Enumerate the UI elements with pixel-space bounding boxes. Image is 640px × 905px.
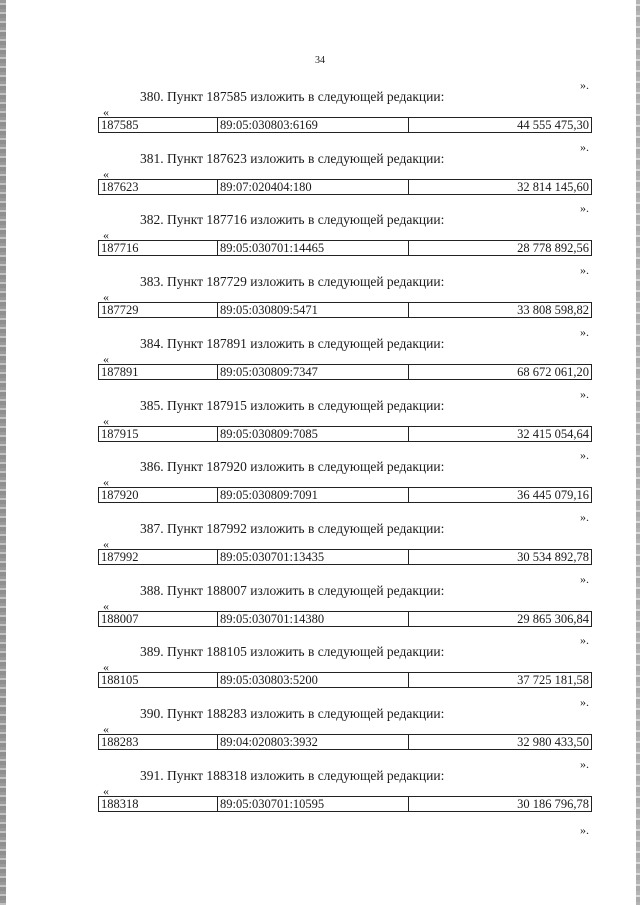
amendment-heading: 390. Пункт 188283 изложить в следующей редакции: <box>140 706 445 721</box>
value-cell: 68 672 061,20 <box>517 365 589 379</box>
opening-quote: « <box>103 228 109 242</box>
cadastral-number-cell: 89:07:020404:180 <box>218 180 409 194</box>
item-id-cell: 187891 <box>99 365 218 379</box>
item-id-cell: 188105 <box>99 673 218 687</box>
closing-quote: ». <box>580 140 589 154</box>
opening-quote: « <box>103 660 109 674</box>
cadastral-number-cell: 89:05:030803:5200 <box>218 673 409 687</box>
cadastral-number-cell: 89:04:020803:3932 <box>218 735 409 749</box>
amendment-heading: 385. Пункт 187915 изложить в следующей редакции: <box>140 398 445 413</box>
closing-quote: ». <box>580 695 589 709</box>
cadastral-number-cell: 89:05:030701:14380 <box>218 612 409 626</box>
opening-quote: « <box>103 105 109 119</box>
closing-quote: ». <box>580 201 589 215</box>
amendment-heading: 388. Пункт 188007 изложить в следующей редакции: <box>140 583 445 598</box>
amendment-heading: 381. Пункт 187623 изложить в следующей редакции: <box>140 151 445 166</box>
amendment-item <box>0 448 640 504</box>
value-cell: 36 445 079,16 <box>517 488 589 502</box>
item-id-cell: 187920 <box>99 488 218 502</box>
closing-quote: ». <box>580 263 589 277</box>
amendment-item <box>0 695 640 751</box>
item-id-cell: 188007 <box>99 612 218 626</box>
table-row <box>98 426 592 442</box>
value-cell: 32 980 433,50 <box>517 735 589 749</box>
opening-quote: « <box>103 414 109 428</box>
table-row <box>98 364 592 380</box>
cadastral-number-cell: 89:05:030701:14465 <box>218 241 409 255</box>
table-row <box>98 487 592 503</box>
item-id-cell: 187585 <box>99 118 218 132</box>
amendment-heading: 391. Пункт 188318 изложить в следующей редакции: <box>140 768 445 783</box>
opening-quote: « <box>103 599 109 613</box>
amendment-heading: 387. Пункт 187992 изложить в следующей редакции: <box>140 521 445 536</box>
table-row <box>98 240 592 256</box>
amendment-item <box>0 78 640 134</box>
amendment-item <box>0 633 640 689</box>
item-id-cell: 187992 <box>99 550 218 564</box>
amendment-heading: 384. Пункт 187891 изложить в следующей редакции: <box>140 336 445 351</box>
value-cell: 32 814 145,60 <box>517 180 589 194</box>
closing-quote: ». <box>580 757 589 771</box>
amendment-item <box>0 387 640 443</box>
closing-quote: ». <box>580 823 589 837</box>
table-row <box>98 796 592 812</box>
value-cell: 32 415 054,64 <box>517 427 589 441</box>
amendment-heading: 386. Пункт 187920 изложить в следующей редакции: <box>140 459 445 474</box>
amendment-item <box>0 572 640 628</box>
value-cell: 30 186 796,78 <box>517 797 589 811</box>
item-id-cell: 187716 <box>99 241 218 255</box>
closing-quote: ». <box>580 325 589 339</box>
table-row <box>98 179 592 195</box>
cadastral-number-cell: 89:05:030701:13435 <box>218 550 409 564</box>
closing-quote: ». <box>580 633 589 647</box>
cadastral-number-cell: 89:05:030803:6169 <box>218 118 409 132</box>
page-number: 34 <box>315 55 325 66</box>
opening-quote: « <box>103 290 109 304</box>
item-id-cell: 187915 <box>99 427 218 441</box>
cadastral-number-cell: 89:05:030809:7347 <box>218 365 409 379</box>
item-id-cell: 187623 <box>99 180 218 194</box>
opening-quote: « <box>103 784 109 798</box>
amendment-heading: 380. Пункт 187585 изложить в следующей редакции: <box>140 89 445 104</box>
cadastral-number-cell: 89:05:030809:7091 <box>218 488 409 502</box>
opening-quote: « <box>103 475 109 489</box>
closing-quote: ». <box>580 387 589 401</box>
closing-quote: ». <box>580 510 589 524</box>
item-id-cell: 188283 <box>99 735 218 749</box>
amendment-item <box>0 263 640 319</box>
cadastral-number-cell: 89:05:030701:10595 <box>218 797 409 811</box>
cadastral-number-cell: 89:05:030809:5471 <box>218 303 409 317</box>
table-row <box>98 734 592 750</box>
table-row <box>98 117 592 133</box>
table-row <box>98 672 592 688</box>
opening-quote: « <box>103 537 109 551</box>
item-id-cell: 187729 <box>99 303 218 317</box>
amendment-item <box>0 201 640 257</box>
amendment-heading: 382. Пункт 187716 изложить в следующей редакции: <box>140 212 445 227</box>
closing-quote: ». <box>580 572 589 586</box>
opening-quote: « <box>103 167 109 181</box>
value-cell: 37 725 181,58 <box>517 673 589 687</box>
closing-quote: ». <box>580 448 589 462</box>
item-id-cell: 188318 <box>99 797 218 811</box>
cadastral-number-cell: 89:05:030809:7085 <box>218 427 409 441</box>
amendment-item <box>0 140 640 196</box>
opening-quote: « <box>103 722 109 736</box>
opening-quote: « <box>103 352 109 366</box>
value-cell: 28 778 892,56 <box>517 241 589 255</box>
value-cell: 33 808 598,82 <box>517 303 589 317</box>
closing-quote: ». <box>580 78 589 92</box>
table-row <box>98 302 592 318</box>
amendment-item <box>0 325 640 381</box>
value-cell: 44 555 475,30 <box>517 118 589 132</box>
table-row <box>98 549 592 565</box>
amendment-item <box>0 510 640 566</box>
value-cell: 29 865 306,84 <box>517 612 589 626</box>
table-row <box>98 611 592 627</box>
amendment-item <box>0 757 640 813</box>
amendment-heading: 389. Пункт 188105 изложить в следующей редакции: <box>140 644 445 659</box>
value-cell: 30 534 892,78 <box>517 550 589 564</box>
amendment-heading: 383. Пункт 187729 изложить в следующей редакции: <box>140 274 445 289</box>
